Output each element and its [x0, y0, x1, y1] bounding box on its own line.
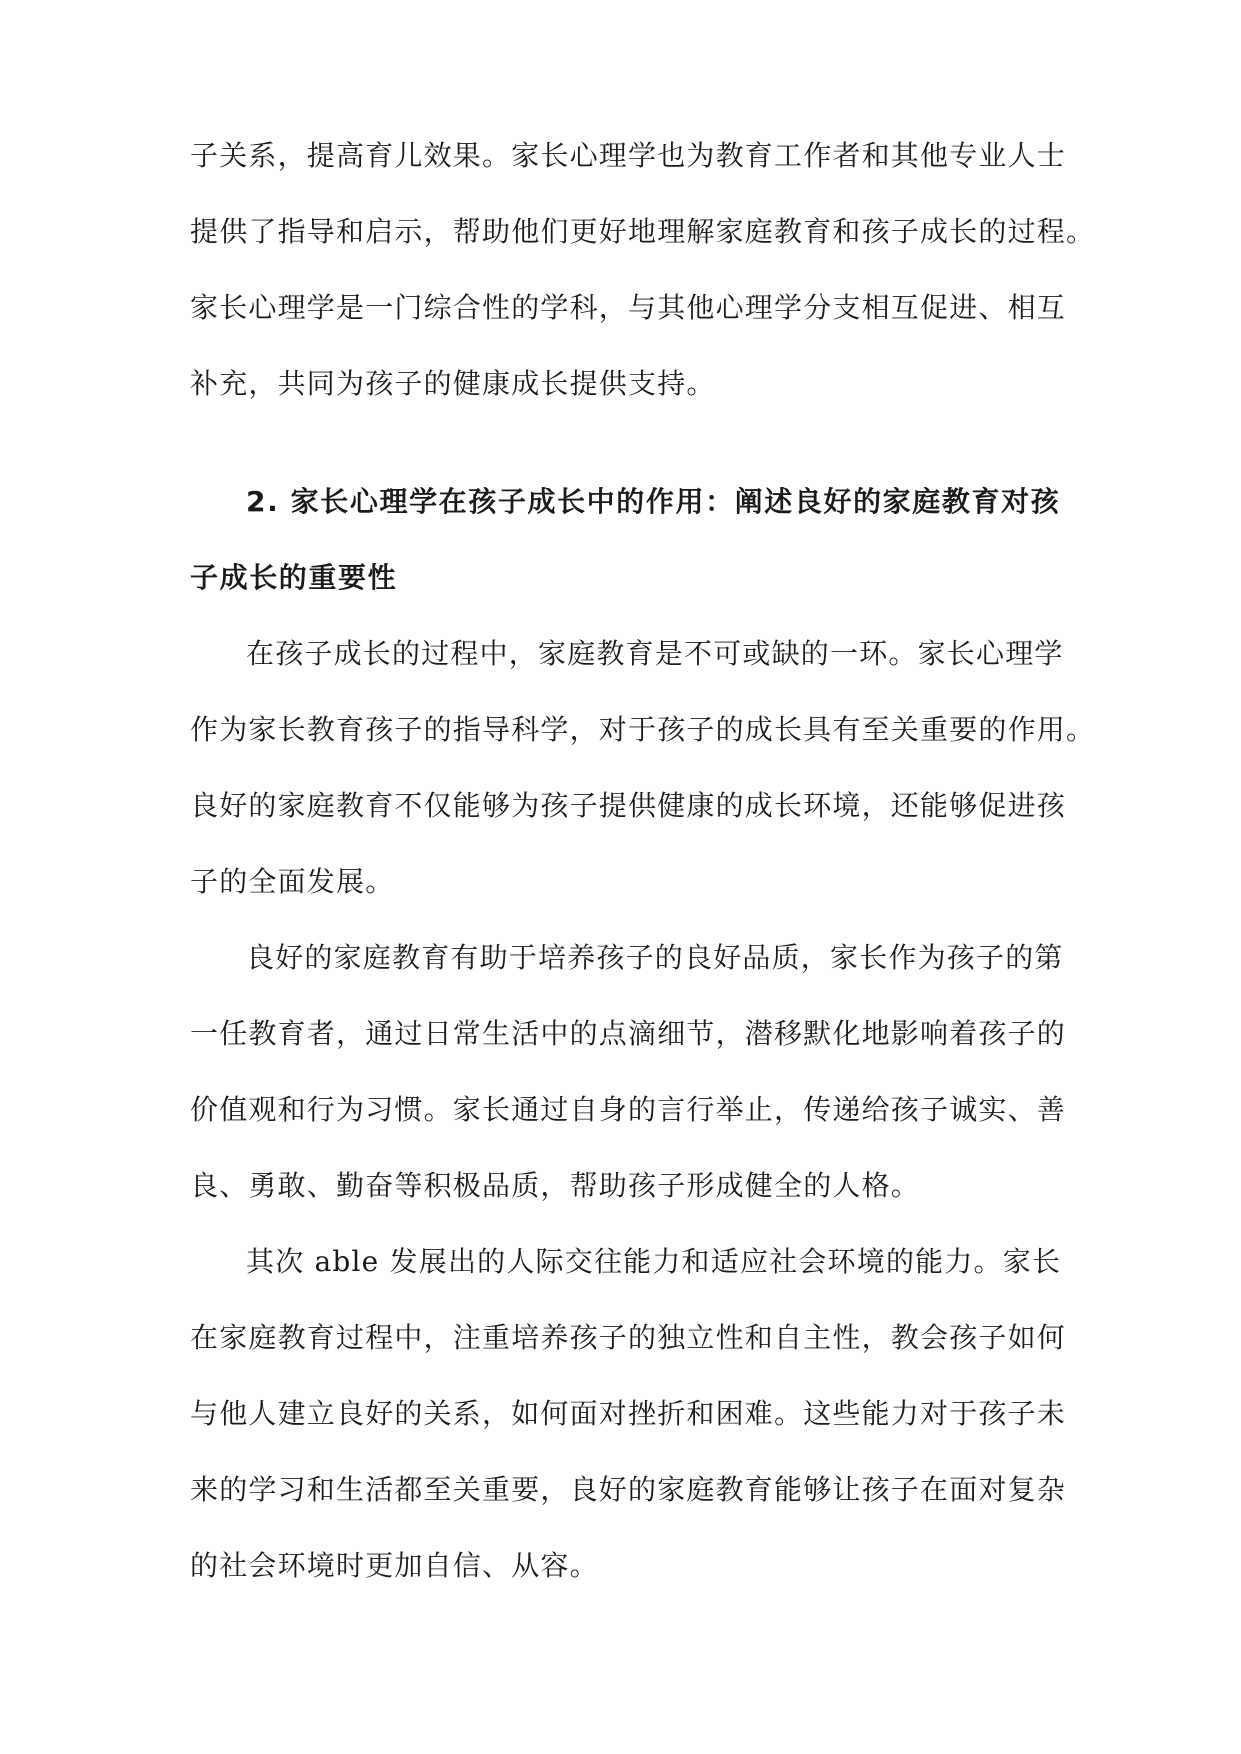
paragraph-line: 作为家长教育孩子的指导科学，对于孩子的成长具有至关重要的作用。 [190, 713, 1096, 746]
paragraph-line: 在家庭教育过程中，注重培养孩子的独立性和自主性，教会孩子如何 [190, 1321, 1067, 1354]
paragraph-line: 补充，共同为孩子的健康成长提供支持。 [190, 367, 716, 400]
section-heading-line: 子成长的重要性 [190, 561, 398, 594]
paragraph-line: 子的全面发展。 [190, 865, 395, 898]
paragraph-line: 的社会环境时更加自信、从容。 [190, 1549, 599, 1582]
paragraph-line: 在孩子成长的过程中，家庭教育是不可或缺的一环。家长心理学 [246, 637, 1064, 670]
section-heading-line: 2. 家长心理学在孩子成长中的作用：阐述良好的家庭教育对孩 [246, 485, 1061, 518]
paragraph-line: 来的学习和生活都至关重要，良好的家庭教育能够让孩子在面对复杂 [190, 1473, 1067, 1506]
paragraph-line: 良好的家庭教育有助于培养孩子的良好品质，家长作为孩子的第 [246, 941, 1064, 974]
paragraph-line: 其次 able 发展出的人际交往能力和适应社会环境的能力。家长 [246, 1245, 1062, 1278]
paragraph-line: 良好的家庭教育不仅能够为孩子提供健康的成长环境，还能够促进孩 [190, 789, 1067, 822]
paragraph-line: 子关系，提高育儿效果。家长心理学也为教育工作者和其他专业人士 [190, 139, 1067, 172]
paragraph-line: 良、勇敢、勤奋等积极品质，帮助孩子形成健全的人格。 [190, 1169, 921, 1202]
paragraph-line: 一任教育者，通过日常生活中的点滴细节，潜移默化地影响着孩子的 [190, 1017, 1067, 1050]
paragraph-line: 家长心理学是一门综合性的学科，与其他心理学分支相互促进、相互 [190, 291, 1067, 324]
paragraph-line: 提供了指导和启示，帮助他们更好地理解家庭教育和孩子成长的过程。 [190, 215, 1096, 248]
paragraph-line: 价值观和行为习惯。家长通过自身的言行举止，传递给孩子诚实、善 [190, 1093, 1067, 1126]
paragraph-line: 与他人建立良好的关系，如何面对挫折和困难。这些能力对于孩子未 [190, 1397, 1067, 1430]
